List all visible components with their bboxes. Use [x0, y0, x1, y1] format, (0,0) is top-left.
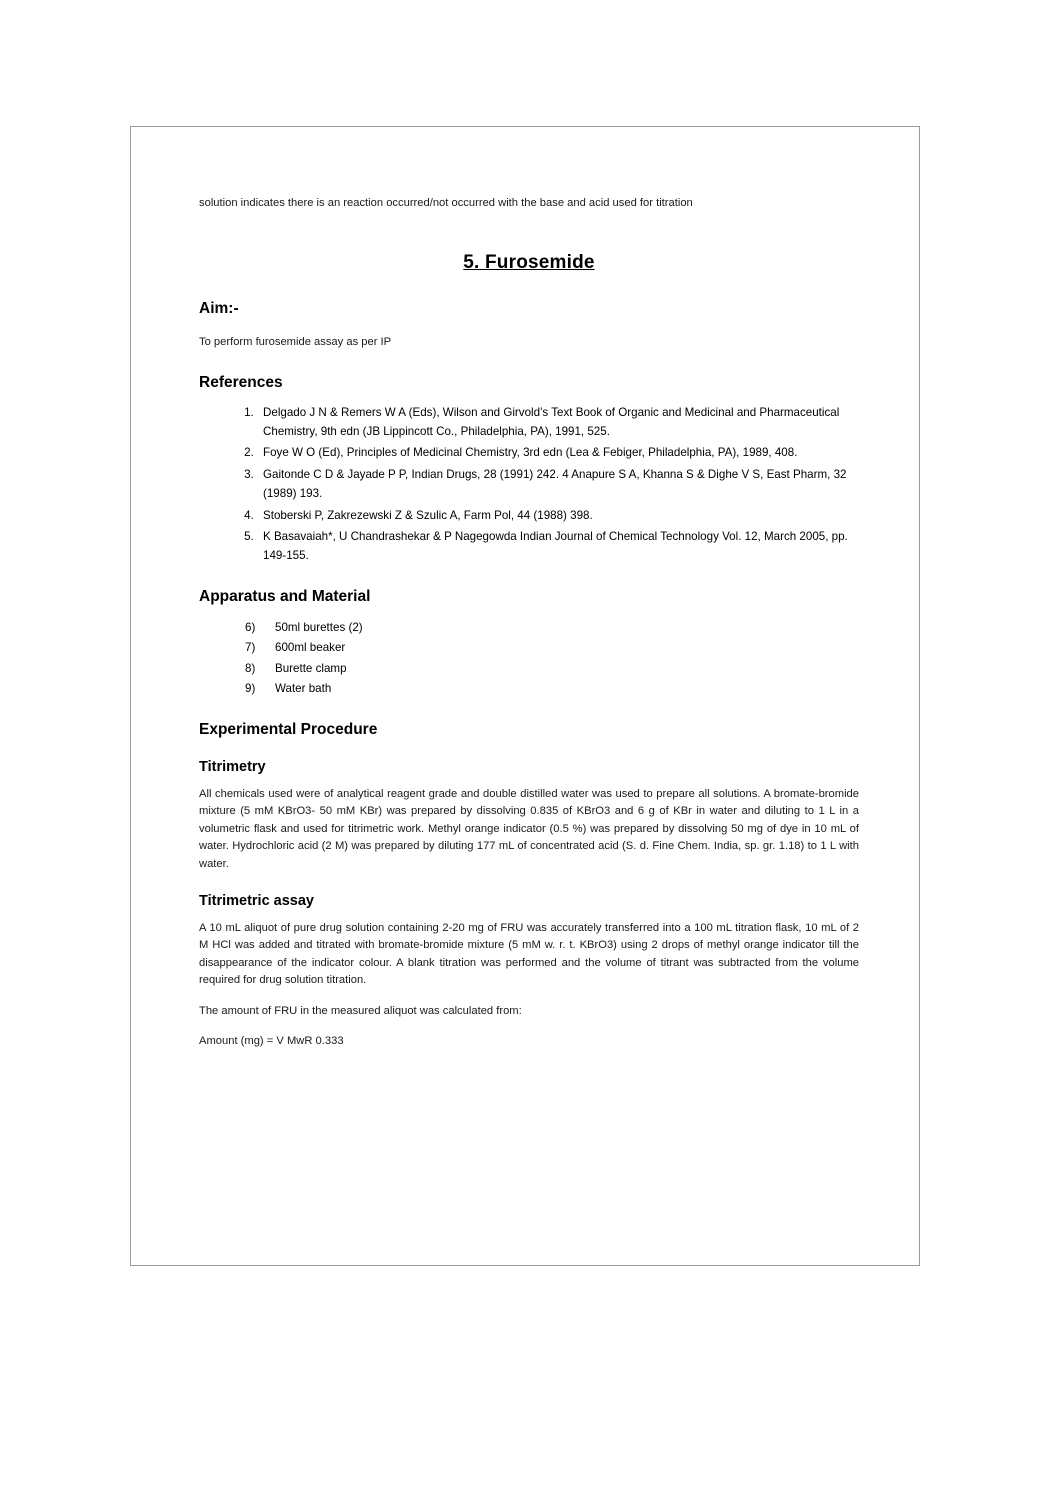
list-item-label: 600ml beaker [275, 641, 346, 655]
apparatus-list [199, 618, 859, 699]
titrimetry-heading: Titrimetry [199, 759, 266, 776]
list-item-label: Water bath [275, 681, 332, 695]
list-item [245, 618, 859, 638]
titrimetric-assay-heading: Titrimetric assay [199, 892, 314, 909]
document-page-frame [130, 126, 920, 1266]
procedure-heading: Experimental Procedure [199, 721, 378, 739]
list-item-number: 6) [245, 620, 256, 634]
references-list [199, 404, 859, 566]
titrimetric-assay-paragraph: A 10 mL aliquot of pure drug solution containing 2-20 mg of FRU was accurately transferred into a 100 mL titration flask, 10 mL of 2 M HCl was added and titrated with bromate-bromide mixture (5 mM w. r. t. KBrO3) using 2 drops of methyl orange indicator till the disappearance of the indicator colour. A blank titration was performed and the volume of titrant was subtracted from the volume required for drug solution titration. [199, 921, 859, 986]
list-item: 5. K Basavaiah*, U Chandrashekar & P Nagegowda Indian Journal of Chemical Technology Vol. 12, March 2005, pp. 149-155. [257, 528, 859, 566]
list-item-number: 7) [245, 641, 256, 655]
page-title: 5. Furosemide [463, 252, 595, 274]
document-body [199, 195, 859, 1064]
list-item: 3. Gaitonde C D & Jayade P P, Indian Drugs, 28 (1991) 242. 4 Anapure S A, Khanna S & Dighe V S, East Pharm, 32 (1989) 193. [257, 466, 859, 504]
list-item-number: 9) [245, 681, 256, 695]
list-item-number: 8) [245, 661, 256, 675]
list-item [245, 638, 859, 658]
apparatus-heading: Apparatus and Material [199, 587, 371, 605]
list-item: 4. Stoberski P, Zakrezewski Z & Szulic A, Farm Pol, 44 (1988) 398. [257, 507, 859, 526]
formula-line: Amount (mg) = V MwR 0.333 [199, 1034, 344, 1047]
calculation-intro: The amount of FRU in the measured aliquot was calculated from: [199, 1005, 522, 1018]
titrimetry-paragraph: All chemicals used were of analytical reagent grade and double distilled water was used to prepare all solutions. A bromate-bromide mixture (5 mM KBrO3- 50 mM KBr) was prepared by dissolving 0.835 of KBrO3 and 6 g of KBr in water and diluting to 1 L in a volumetric flask and used for titrimetric work. Methyl orange indicator (0.5 %) was prepared by dissolving 50 mg of dye in 10 mL of water. Hydrochloric acid (2 M) was prepared by diluting 177 mL of concentrated acid (S. d. Fine Chem. India, sp. gr. 1.18) to 1 L with water. [199, 788, 859, 870]
list-item: 2. Foye W O (Ed), Principles of Medicinal Chemistry, 3rd edn (Lea & Febiger, Philadelphia, PA), 1989, 408. [257, 444, 859, 463]
list-item: 1. Delgado J N & Remers W A (Eds), Wilson and Girvold’s Text Book of Organic and Medicinal and Pharmaceutical Chemistry, 9th edn (JB Lippincott Co., Philadelphia, PA), 1991, 525. [257, 404, 859, 442]
list-item-label: 50ml burettes (2) [275, 620, 363, 634]
references-heading: References [199, 373, 283, 391]
intro-paragraph: solution indicates there is an reaction occurred/not occurred with the base and acid used for titration [199, 197, 693, 209]
list-item [245, 679, 859, 699]
list-item [245, 659, 859, 679]
aim-text: To perform furosemide assay as per IP [199, 336, 392, 349]
aim-heading: Aim:- [199, 300, 239, 318]
list-item-label: Burette clamp [275, 661, 347, 675]
